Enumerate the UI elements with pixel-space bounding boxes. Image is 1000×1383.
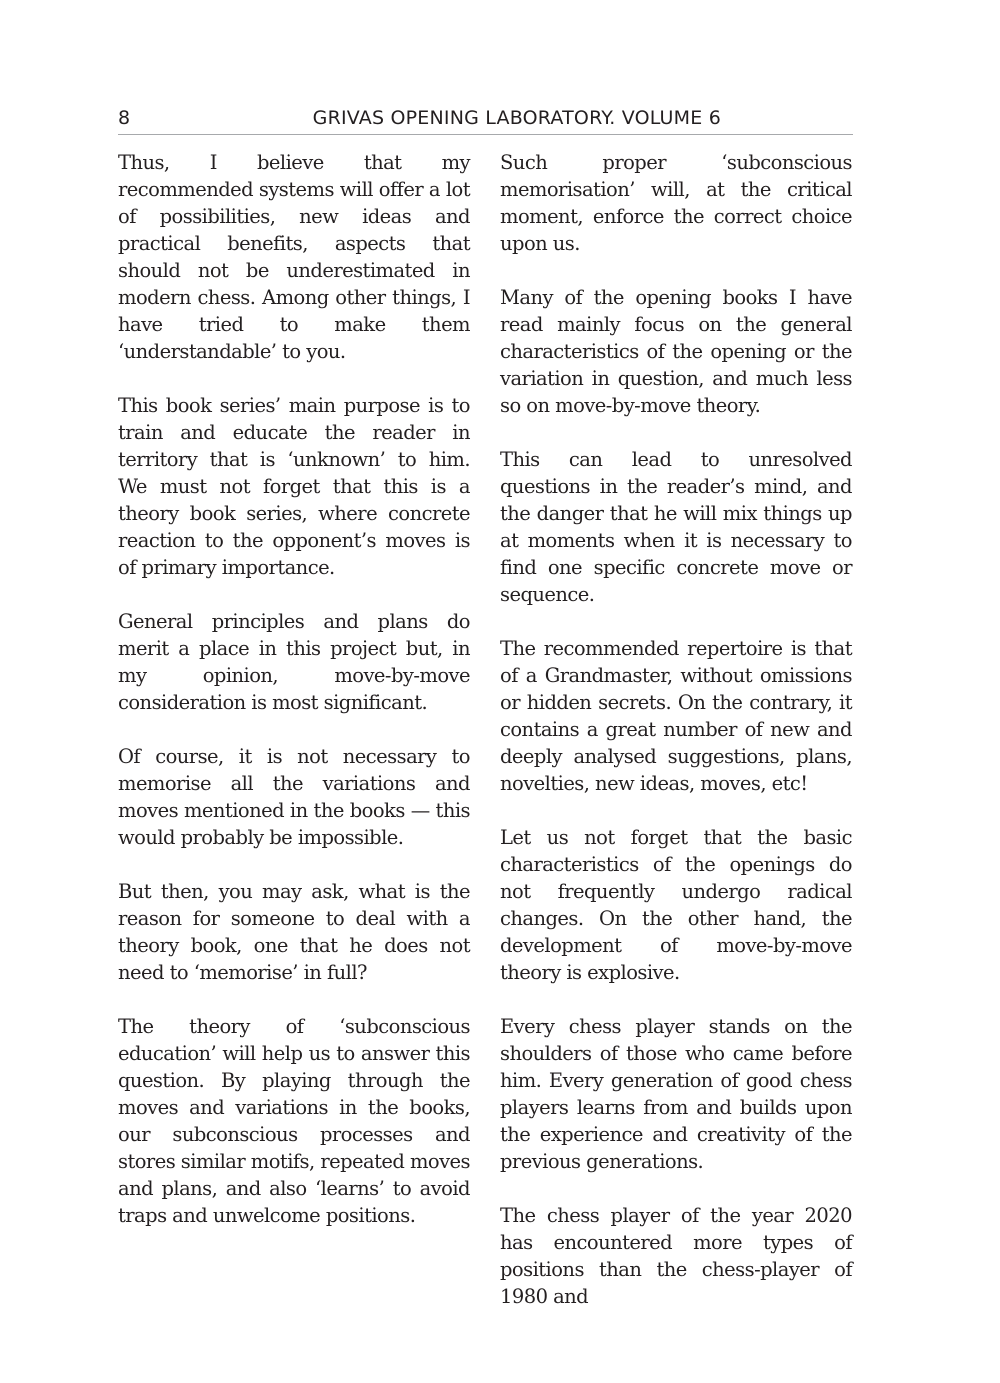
paragraph: The theory of ‘subconscious education’ will help us to answer this question. By playing through the moves and variations in the books, our subconscious processes and stores similar motifs, repeated moves and plans, and also ‘learns’ to avoid traps and unwelcome positions. xyxy=(118,1015,470,1227)
paragraph: Of course, it is not necessary to memorise all the variations and moves mentioned in the books — this would probably be impossible. xyxy=(118,745,470,849)
paragraph: Let us not forget that the basic characteristics of the openings do not frequently undergo radical changes. On the other hand, the development of move-by-move theory is explosive. xyxy=(500,826,852,984)
right-text-column xyxy=(500,149,852,1337)
running-title: GRIVAS OPENING LABORATORY. VOLUME 6 xyxy=(312,107,721,129)
paragraph: This book series’ main purpose is to train and educate the reader in territory that is ‘unknown’ to him. We must not forget that this is a theory book series, where concrete reaction to the opponent’s moves is of primary importance. xyxy=(118,394,470,579)
paragraph: The chess player of the year 2020 has encountered more types of positions than the chess-player of 1980 and xyxy=(500,1204,852,1308)
paragraph: Thus, I believe that my recommended systems will offer a lot of possibilities, new ideas and practical benefits, aspects that should not be underestimated in modern chess. Among other things, I have tried to make them ‘understandable’ to you. xyxy=(118,151,470,363)
paragraph: Many of the opening books I have read mainly focus on the general characteristics of the opening or the variation in question, and much less so on move-by-move theory. xyxy=(500,286,852,417)
page-number: 8 xyxy=(118,107,131,129)
paragraph: This can lead to unresolved questions in the reader’s mind, and the danger that he will mix things up at moments when it is necessary to find one specific concrete move or sequence. xyxy=(500,448,852,606)
running-header xyxy=(118,104,853,135)
left-text-column xyxy=(118,149,470,1256)
paragraph: General principles and plans do merit a place in this project but, in my opinion, move-by-move consideration is most significant. xyxy=(118,610,470,714)
paragraph: Every chess player stands on the shoulders of those who came before him. Every generation of good chess players learns from and builds upon the experience and creativity of the previous generations. xyxy=(500,1015,852,1173)
paragraph: Such proper ‘subconscious memorisation’ will, at the critical moment, enforce the correct choice upon us. xyxy=(500,151,852,255)
paragraph: The recommended repertoire is that of a Grandmaster, without omissions or hidden secrets. On the contrary, it contains a great number of new and deeply analysed suggestions, plans, novelties, new ideas, moves, etc! xyxy=(500,637,852,795)
paragraph: But then, you may ask, what is the reason for someone to deal with a theory book, one that he does not need to ‘memorise’ in full? xyxy=(118,880,470,984)
